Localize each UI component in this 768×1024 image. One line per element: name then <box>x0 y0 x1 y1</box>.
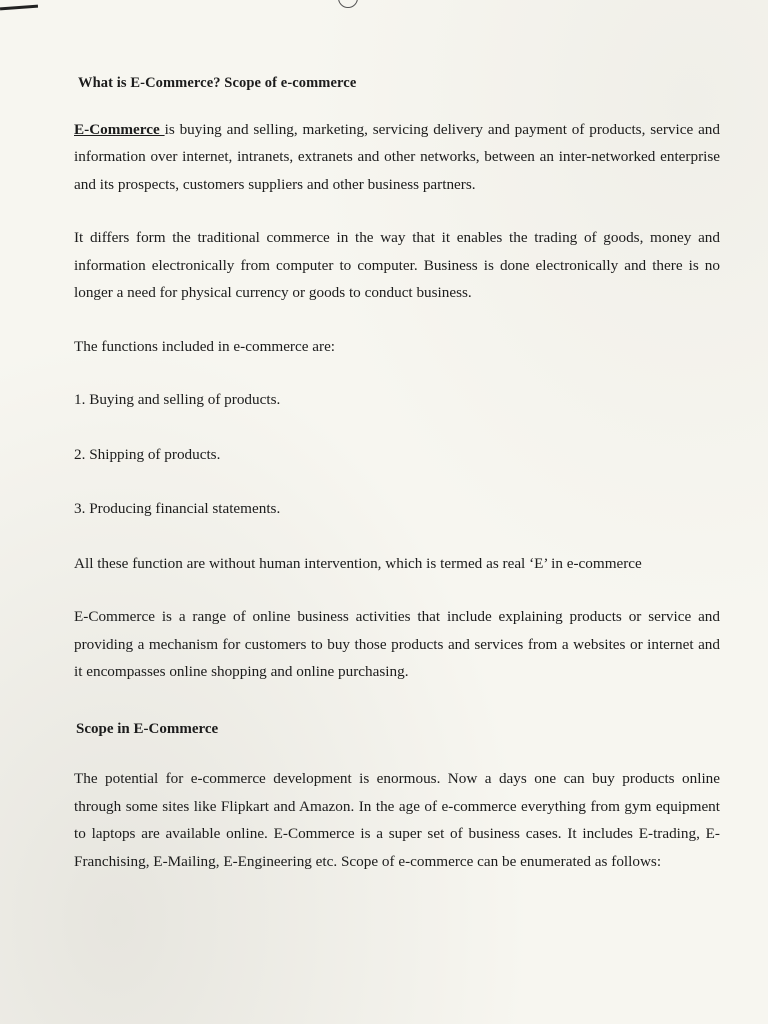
page-title: What is E-Commerce? Scope of e-commerce <box>78 75 357 91</box>
intro-term: E-Commerce <box>74 120 165 138</box>
list-item: 3. Producing financial statements. <box>74 500 281 517</box>
functions-intro: The functions included in e-commerce are: <box>74 337 336 355</box>
definition-paragraph: E-Commerce is a range of online business activities that include explaining products or service and providing a mechanism for customers to buy those products and services from a websites or internet and it encompasses online shopping and online purchasing. <box>74 608 720 680</box>
list-item: 1. Buying and selling of products. <box>74 391 281 408</box>
difference-paragraph: It differs form the traditional commerce in the way that it enables the trading of goods, money and information electronically from computer to computer. Business is done electronically and there is no longer a need for physical currency or goods to conduct business. <box>74 229 720 301</box>
list-item: 2. Shipping of products. <box>74 445 221 463</box>
automation-paragraph: All these function are without human intervention, which is termed as real ‘E’ in e-commerce <box>74 554 642 572</box>
document-body <box>74 70 720 901</box>
scope-heading: Scope in E-Commerce <box>76 720 219 737</box>
scope-paragraph: The potential for e-commerce development is enormous. Now a days one can buy products online through some sites like Flipkart and Amazon. In the age of e-commerce everything from gym equipment to laptops are available online. E-Commerce is a super set of business cases. It includes E-trading, E-Franchising, E-Mailing, E-Engineering etc. Scope of e-commerce can be enumerated as follows: <box>74 770 720 870</box>
intro-text: is buying and selling, marketing, servicing delivery and payment of products, service and information over internet, intranets, extranets and other networks, between an inter-networked enterprise and its prospects, customers suppliers and other business partners. <box>74 120 720 193</box>
intro-paragraph <box>74 116 720 199</box>
